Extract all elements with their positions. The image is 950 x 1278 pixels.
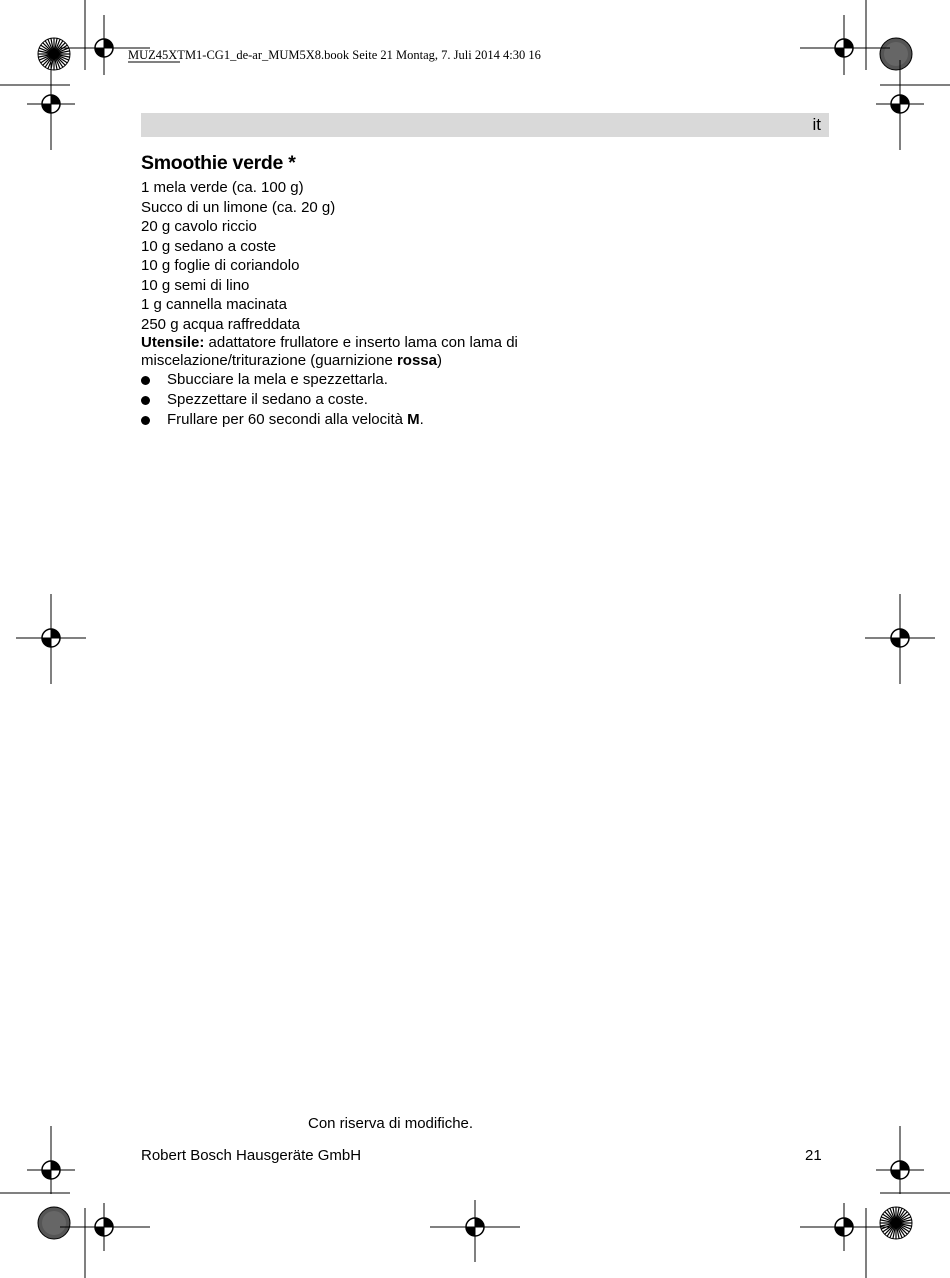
speed-setting: M (407, 411, 420, 428)
bullet-icon (141, 416, 150, 425)
step-text: Sbucciare la mela e spezzettarla. (167, 371, 388, 388)
tools-highlight: rossa (396, 352, 437, 369)
ingredient-item: Succo di un limone (ca. 20 g) (141, 198, 336, 216)
recipe-section (141, 150, 561, 430)
step-text: Frullare per 60 secondi alla velocità (167, 411, 403, 428)
step-item (141, 370, 561, 390)
ingredient-item: 10 g semi di lino (141, 276, 250, 294)
ingredient-list (141, 178, 561, 334)
page-number: 21 (805, 1147, 822, 1164)
ingredient-item: 1 mela verde (ca. 100 g) (141, 179, 304, 196)
language-tag: it (812, 115, 821, 134)
step-item (141, 390, 561, 410)
tools-paragraph (141, 334, 561, 370)
ingredient-item: 10 g foglie di coriandolo (141, 257, 300, 274)
bullet-icon (141, 376, 150, 385)
recipe-title: Smoothie verde * (141, 152, 296, 174)
file-header: MUZ45XTM1-CG1_de-ar_MUM5X8.book Seite 21 Montag, 7. Juli 2014 4:30 16 (128, 48, 541, 62)
footer-company: Robert Bosch Hausgeräte GmbH (141, 1147, 362, 1164)
bullet-icon (141, 396, 150, 405)
tools-label: Utensile: (141, 334, 205, 351)
tools-text-end: ) (437, 352, 442, 369)
steps-list (141, 370, 561, 430)
footer-note: Con riserva di modifiche. (308, 1115, 474, 1132)
step-end: . (419, 411, 424, 428)
ingredient-item: 250 g acqua raffreddata (141, 315, 301, 333)
ingredient-item: 10 g sedano a coste (141, 237, 277, 255)
language-bar (141, 113, 829, 137)
step-text: Spezzettare il sedano a coste. (167, 391, 368, 408)
ingredient-item: 20 g cavolo riccio (141, 218, 257, 235)
tools-text: adattatore frullatore e inserto lama con lama di miscelazione/triturazione (guarnizione (141, 334, 518, 369)
step-item (141, 410, 561, 430)
ingredient-item: 1 g cannella macinata (141, 296, 287, 313)
